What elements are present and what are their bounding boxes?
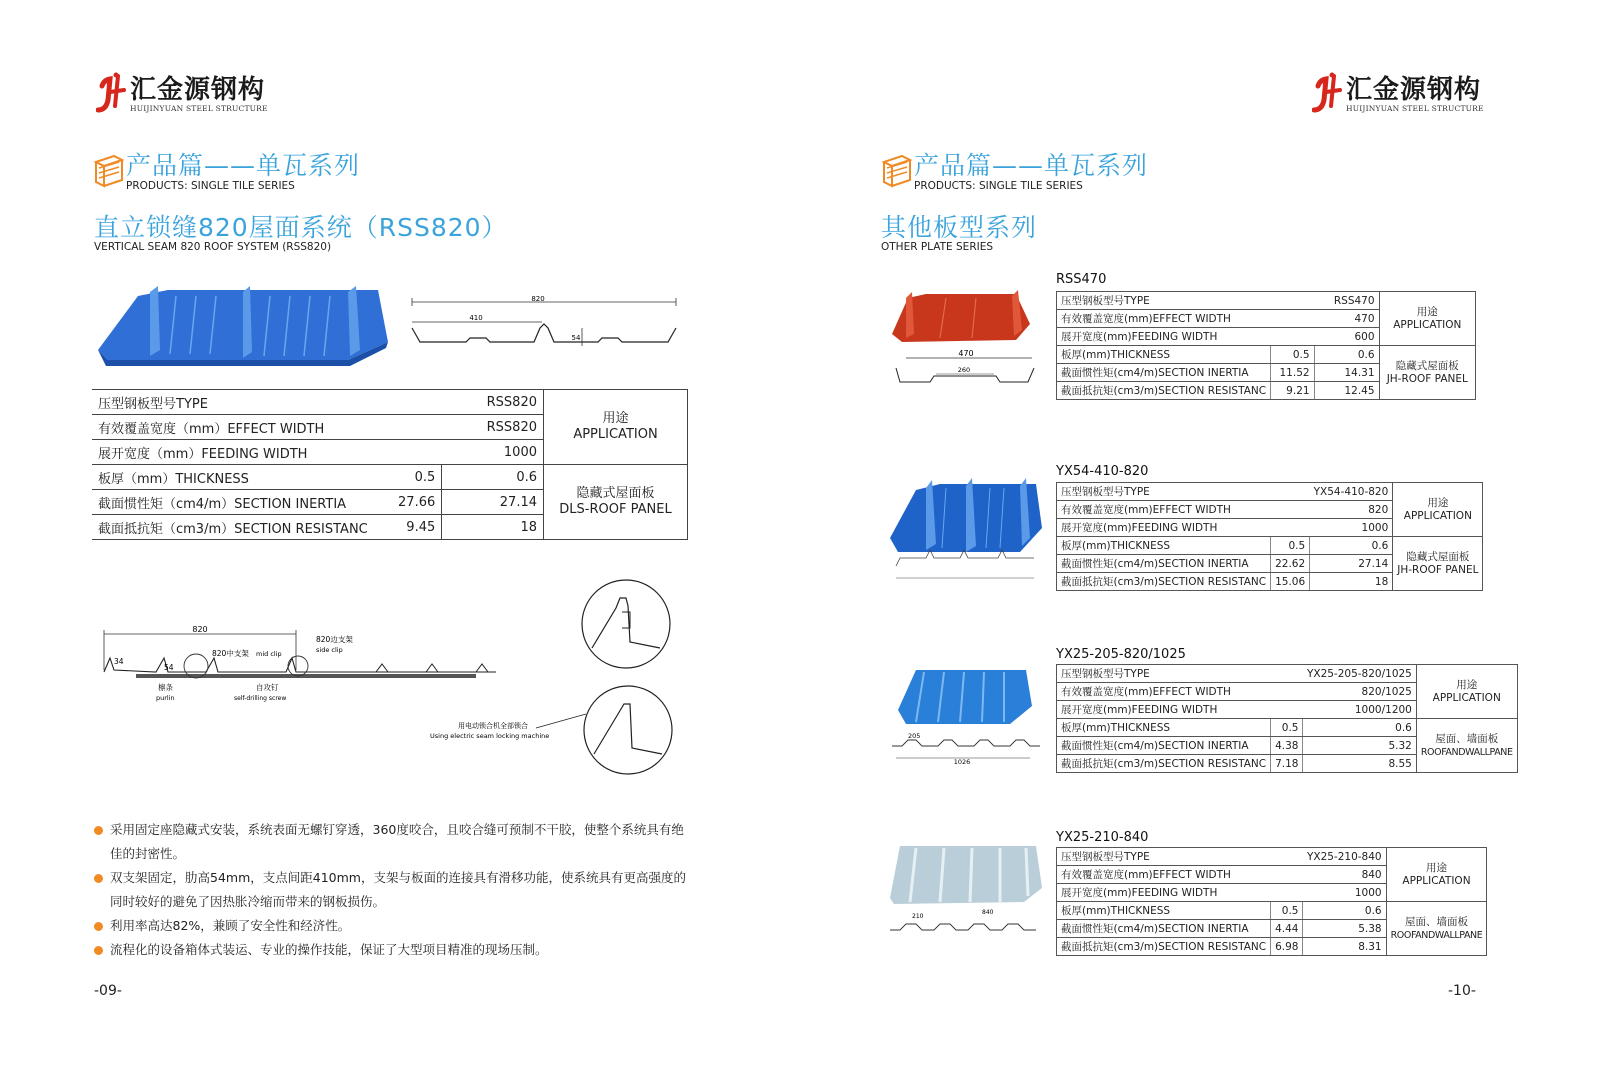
spec-label: 展开宽度(mm)FEEDING WIDTH: [1057, 701, 1271, 719]
section-title-cn: 产品篇——单瓦系列: [914, 151, 1149, 180]
yx25-210-spec-table: [1056, 847, 1487, 956]
brand-name-en: HUIJINYUAN STEEL STRUCTURE: [1346, 103, 1484, 113]
application-en: DLS-ROOF PANEL: [559, 502, 672, 517]
yx54-spec-table: [1056, 482, 1483, 591]
side-clip-en-label: side clip: [316, 646, 343, 654]
dim-a-label: 205: [908, 732, 921, 740]
spec-label: 板厚(mm)THICKNESS: [1057, 537, 1271, 555]
spec-value-2: 470: [1314, 310, 1379, 328]
spec-value-2: RSS470: [1314, 292, 1379, 310]
screw-en-label: self-drilling screw: [234, 695, 287, 702]
yx25-205-spec-table: [1056, 664, 1518, 773]
rss470-panel-image: [886, 290, 1046, 400]
spec-value-2: 1000: [1303, 884, 1386, 902]
spec-label: 压型钢板型号TYPE: [1057, 483, 1271, 501]
brand-name-cn: 汇金源钢构: [1346, 74, 1482, 105]
dim-a-label: 210: [912, 913, 924, 920]
section-icon: [92, 152, 124, 192]
application-head-cell: [1393, 483, 1483, 537]
spec-label: 展开宽度(mm)FEEDING WIDTH: [1057, 884, 1271, 902]
spec-value-2: 8.55: [1303, 755, 1416, 773]
spec-label: 板厚(mm)THICKNESS: [1057, 902, 1271, 920]
application-cell: [544, 465, 688, 540]
dim-height-label: 54: [571, 334, 581, 342]
spec-value-1: 9.45: [374, 515, 442, 540]
spec-value-2: 0.6: [1303, 902, 1386, 920]
page-number-left: -09-: [94, 983, 122, 999]
section-title-cn: 产品篇——单瓦系列: [126, 151, 361, 180]
spec-value-2: YX54-410-820: [1310, 483, 1393, 501]
application-head-en: APPLICATION: [1403, 509, 1472, 522]
yx25-210-panel-image: [886, 840, 1046, 944]
spec-value-2: 1000/1200: [1303, 701, 1416, 719]
spec-label: 板厚（mm）THICKNESS: [92, 465, 374, 490]
spec-value-1: [1271, 866, 1303, 884]
application-head-cell: [1379, 292, 1475, 346]
spec-value-2: 8.31: [1303, 938, 1386, 956]
application-cn: 隐藏式屋面板: [1395, 359, 1459, 372]
spec-label: 展开宽度(mm)FEEDING WIDTH: [1057, 519, 1271, 537]
spec-value-2: 12.45: [1314, 382, 1379, 400]
spec-value-2: YX25-205-820/1025: [1303, 665, 1416, 683]
application-cn: 屋面、墙面板: [1435, 732, 1499, 745]
spec-label: 板厚(mm)THICKNESS: [1057, 346, 1271, 364]
spec-value-2: RSS820: [442, 390, 544, 415]
spec-value-1: 11.52: [1271, 364, 1314, 382]
purlin-en-label: purlin: [156, 694, 175, 702]
side-clip-cn-label: 820边支架: [316, 635, 353, 644]
page-number-right: -10-: [1448, 983, 1476, 999]
spec-value-1: 15.06: [1271, 573, 1310, 591]
purlin-cn-label: 檩条: [158, 683, 173, 692]
rss820-panel-image: [98, 286, 388, 370]
spec-label: 截面惯性矩(cm4/m)SECTION INERTIA: [1057, 920, 1271, 938]
seam-machine-cn-label: 用电动锁合机全部锁合: [458, 722, 528, 730]
product-name: YX25-205-820/1025: [1056, 647, 1186, 662]
spec-label: 截面惯性矩(cm4/m)SECTION INERTIA: [1057, 364, 1271, 382]
list-item: 双支架固定，肋高54mm，支点间距410mm，支架与板面的连接具有滑移功能，使系统具有更高强度的同时较好的避免了因热胀冷缩而带来的钢板损伤。: [94, 866, 694, 914]
spec-label: 有效覆盖宽度(mm)EFFECT WIDTH: [1057, 683, 1271, 701]
application-en: JH-ROOF PANEL: [1397, 563, 1479, 576]
spec-value-2: 0.6: [1303, 719, 1416, 737]
rss820-spec-table: [92, 389, 688, 540]
application-cell: [1379, 346, 1475, 400]
height-54-label: 54: [164, 663, 174, 672]
spec-value-1: [1271, 665, 1303, 683]
spec-value-1: 0.5: [1271, 902, 1303, 920]
brand-name-en: HUIJINYUAN STEEL STRUCTURE: [130, 103, 268, 113]
brand-name-cn: 汇金源钢构: [130, 74, 266, 105]
application-head-cell: [544, 390, 688, 465]
application-cell: [1393, 537, 1483, 591]
product-name: YX25-210-840: [1056, 830, 1149, 845]
spec-label: 截面抵抗矩（cm3/m）SECTION RESISTANC: [92, 515, 374, 540]
spec-value-2: 600: [1314, 328, 1379, 346]
product-name: YX54-410-820: [1056, 464, 1149, 479]
list-item: 流程化的设备箱体式装运、专业的操作技能，保证了大型项目精准的现场压制。: [94, 938, 694, 962]
product-title-en: VERTICAL SEAM 820 ROOF SYSTEM (RSS820): [94, 241, 332, 253]
spec-value-1: 9.21: [1271, 382, 1314, 400]
spec-value-2: 18: [442, 515, 544, 540]
spec-value-1: [374, 390, 442, 415]
spec-value-1: [1271, 292, 1314, 310]
dim-b-label: 260: [957, 366, 971, 374]
spec-value-2: 27.14: [1310, 555, 1393, 573]
spec-value-1: 6.98: [1271, 938, 1303, 956]
screw-cn-label: 自攻钉: [256, 683, 279, 692]
logo-mark-icon: [1312, 72, 1346, 116]
spec-label: 展开宽度(mm)FEEDING WIDTH: [1057, 328, 1271, 346]
section-title-en: PRODUCTS: SINGLE TILE SERIES: [914, 180, 1083, 192]
list-item: 采用固定座隐藏式安装，系统表面无螺钉穿透，360度咬合，且咬合缝可预制不干胶，使整个系统具有绝佳的封密性。: [94, 818, 694, 866]
spec-value-1: 4.38: [1271, 737, 1303, 755]
spec-value-1: [1271, 328, 1314, 346]
spec-value-2: 1000: [1310, 519, 1393, 537]
spec-label: 有效覆盖宽度(mm)EFFECT WIDTH: [1057, 501, 1271, 519]
application-en: JH-ROOF PANEL: [1386, 372, 1468, 385]
other-series-title-cn: 其他板型系列: [881, 213, 1038, 242]
application-head-cn: 用途: [1425, 861, 1447, 874]
spec-value-1: [1271, 848, 1303, 866]
application-head-en: APPLICATION: [1393, 318, 1462, 331]
application-head-en: APPLICATION: [1402, 874, 1471, 887]
spec-label: 截面抵抗矩(cm3/m)SECTION RESISTANC: [1057, 755, 1271, 773]
spec-label: 截面惯性矩(cm4/m)SECTION INERTIA: [1057, 737, 1271, 755]
mid-clip-en-label: mid clip: [256, 650, 282, 658]
application-cn: 隐藏式屋面板: [576, 486, 655, 501]
spec-value-2: 5.38: [1303, 920, 1386, 938]
spec-label: 压型钢板型号TYPE: [1057, 848, 1271, 866]
spec-label: 截面惯性矩(cm4/m)SECTION INERTIA: [1057, 555, 1271, 573]
spec-value-1: [1271, 683, 1303, 701]
spec-value-1: 0.5: [374, 465, 442, 490]
spec-value-1: 0.5: [1271, 346, 1314, 364]
section-icon: [880, 152, 912, 192]
spec-value-2: 0.6: [1310, 537, 1393, 555]
dim-half-label: 410: [469, 314, 483, 322]
spec-value-1: [1271, 501, 1310, 519]
spec-label: 有效覆盖宽度(mm)EFFECT WIDTH: [1057, 866, 1271, 884]
spec-value-2: 820: [1310, 501, 1393, 519]
application-en: ROOFANDWALLPANE: [1390, 929, 1483, 941]
spec-value-1: [1271, 483, 1310, 501]
spec-label: 压型钢板型号TYPE: [1057, 292, 1271, 310]
dim-total-label: 820: [531, 295, 545, 303]
application-head-cell: [1386, 848, 1487, 902]
other-series-title-en: OTHER PLATE SERIES: [881, 241, 994, 253]
spec-value-2: 1000: [442, 440, 544, 465]
spec-label: 板厚(mm)THICKNESS: [1057, 719, 1271, 737]
spec-label: 有效覆盖宽度（mm）EFFECT WIDTH: [92, 415, 374, 440]
spec-label: 展开宽度（mm）FEEDING WIDTH: [92, 440, 374, 465]
application-cn: 隐藏式屋面板: [1406, 550, 1470, 563]
spec-value-2: RSS820: [442, 415, 544, 440]
spec-value-2: 18: [1310, 573, 1393, 591]
spec-value-1: 4.44: [1271, 920, 1303, 938]
spec-label: 有效覆盖宽度(mm)EFFECT WIDTH: [1057, 310, 1271, 328]
mid-clip-cn-label: 820中支架: [212, 649, 249, 658]
spec-label: 截面抵抗矩(cm3/m)SECTION RESISTANC: [1057, 573, 1271, 591]
dim-a-label: 470: [958, 349, 974, 358]
spec-value-2: 5.32: [1303, 737, 1416, 755]
spec-value-1: 0.5: [1271, 719, 1303, 737]
list-item: 利用率高达82%，兼顾了安全性和经济性。: [94, 914, 694, 938]
application-head-cn: 用途: [1427, 496, 1449, 509]
spec-label: 截面惯性矩（cm4/m）SECTION INERTIA: [92, 490, 374, 515]
application-head-en: APPLICATION: [1432, 691, 1501, 704]
yx54-panel-image: [886, 478, 1046, 590]
install-width-label: 820: [192, 625, 208, 634]
product-name: RSS470: [1056, 272, 1107, 287]
product-title-cn: 直立锁缝820屋面系统（RSS820）: [94, 213, 508, 242]
rss820-profile-drawing: [406, 292, 686, 358]
spec-label: 压型钢板型号TYPE: [1057, 665, 1271, 683]
spec-value-1: [374, 415, 442, 440]
spec-value-2: 0.6: [442, 465, 544, 490]
dim-b-label: 840: [982, 909, 994, 916]
spec-label: 截面抵抗矩(cm3/m)SECTION RESISTANC: [1057, 382, 1271, 400]
application-cn: 屋面、墙面板: [1404, 915, 1468, 928]
spec-value-1: 22.62: [1271, 555, 1310, 573]
application-en: ROOFANDWALLPANE: [1420, 746, 1513, 758]
spec-value-1: [1271, 519, 1310, 537]
spec-value-1: [1271, 310, 1314, 328]
spec-value-1: 7.18: [1271, 755, 1303, 773]
brand-logo-left: [96, 72, 268, 116]
application-head-en: APPLICATION: [573, 427, 658, 442]
section-title-en: PRODUCTS: SINGLE TILE SERIES: [126, 180, 295, 192]
spec-value-1: 27.66: [374, 490, 442, 515]
spec-value-1: [1271, 701, 1303, 719]
spec-value-2: 840: [1303, 866, 1386, 884]
spec-label: 压型钢板型号TYPE: [92, 390, 374, 415]
height-34-label: 34: [114, 657, 124, 666]
spec-label: 截面抵抗矩(cm3/m)SECTION RESISTANC: [1057, 938, 1271, 956]
spec-value-2: 27.14: [442, 490, 544, 515]
installation-drawing: [96, 578, 686, 782]
yx25-205-panel-image: [886, 660, 1046, 774]
logo-mark-icon: [96, 72, 130, 116]
application-cell: [1416, 719, 1517, 773]
application-cell: [1386, 902, 1487, 956]
spec-value-2: 0.6: [1314, 346, 1379, 364]
feature-bullet-list: [94, 818, 694, 962]
application-head-cn: 用途: [1416, 305, 1438, 318]
seam-machine-en-label: Using electric seam locking machine: [430, 732, 550, 740]
brand-logo-right: [1312, 72, 1484, 116]
spec-value-1: 0.5: [1271, 537, 1310, 555]
application-head-cn: 用途: [1456, 678, 1478, 691]
spec-value-1: [374, 440, 442, 465]
spec-value-2: 820/1025: [1303, 683, 1416, 701]
application-head-cn: 用途: [602, 411, 629, 426]
application-head-cell: [1416, 665, 1517, 719]
dim-b-label: 1026: [953, 758, 971, 766]
spec-value-2: YX25-210-840: [1303, 848, 1386, 866]
spec-value-2: 14.31: [1314, 364, 1379, 382]
spec-value-1: [1271, 884, 1303, 902]
rss470-spec-table: [1056, 291, 1476, 400]
